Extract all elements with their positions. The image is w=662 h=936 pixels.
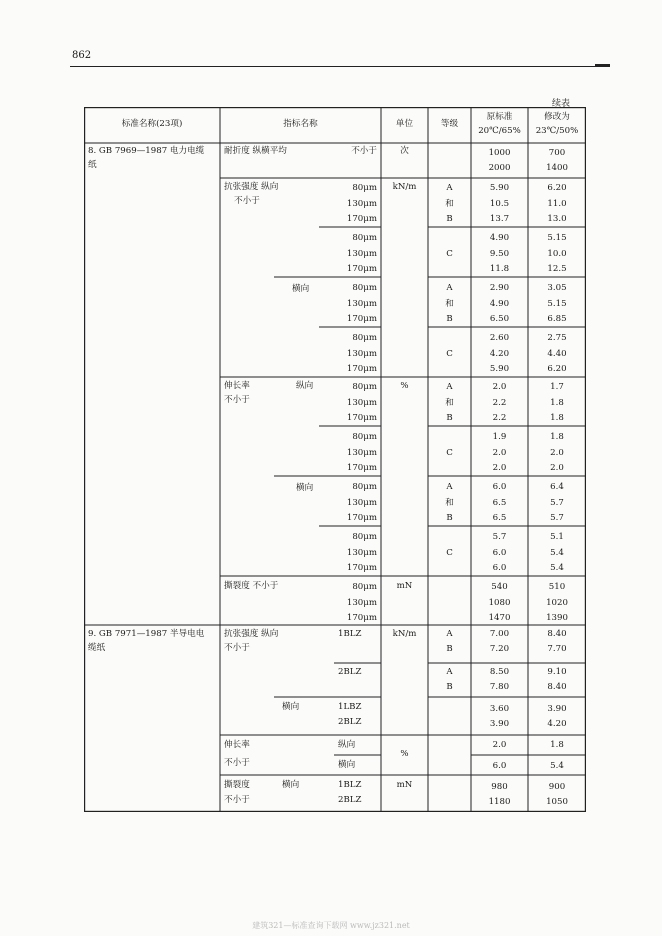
original-value: 2.0 [492,447,507,458]
footer-watermark: 建筑321—标准查询下载网 www.jz321.net [252,921,410,930]
modified-value: 4.40 [547,348,567,359]
modified-value: 11.0 [547,198,567,209]
thickness-label: 80μm [352,582,377,592]
s8-fold-orig-1: 1000 [488,148,511,158]
s8-tear-unit: mN [396,581,413,591]
s8-fold-unit: 次 [400,146,409,156]
s8-tensile-label: 抗张强度 纵向 [224,182,279,192]
s8-name-1: 8. GB 7969—1987 电力电缆 [88,146,205,156]
thickness-label: 130μm [346,597,377,608]
modified-value: 12.5 [547,264,567,274]
original-value: 2.60 [489,333,510,343]
s8-elong-label: 伸长率 [224,381,250,391]
thickness-label: 80μm [352,233,377,243]
s9-tear-label: 撕裂度 [224,780,250,790]
thickness-label: 80μm [352,432,377,442]
grade-b: B [446,513,453,523]
s9-grade-b2: B [446,682,453,692]
thickness-label: 170μm [346,413,377,423]
original-value: 11.8 [489,264,510,274]
thickness-label: 130μm [346,298,377,309]
grade-c: C [446,348,453,359]
original-value: 2.0 [492,382,507,392]
s8-fold-min: 不小于 [351,146,377,156]
thickness-label: 170μm [346,314,377,324]
s9-elong-trans: 横向 [338,760,356,770]
original-value: 2.90 [489,283,510,293]
modified-value: 13.0 [547,214,567,224]
s9-grade-a1: A [446,629,453,639]
modified-value: 2.0 [550,463,564,473]
grade-c: C [446,547,453,558]
s8-tensile-transverse: 横向 [292,284,310,294]
grade-and: 和 [445,198,454,209]
grade-and: 和 [445,397,454,408]
s9-elong-mod-2: 5.4 [550,761,564,771]
s9-long1-orig-1: 7.00 [489,629,510,639]
original-value: 2.2 [492,397,507,408]
thickness-label: 170μm [346,264,377,274]
s9-long1-mod-1: 8.40 [547,629,567,639]
modified-value: 2.75 [547,333,567,343]
grade-b: B [446,413,453,423]
original-value: 6.0 [492,563,507,573]
grade-b: B [446,214,453,224]
thickness-label: 80μm [352,382,377,392]
original-value: 10.5 [489,198,510,209]
thickness-label: 80μm [352,482,377,492]
modified-value: 10.0 [547,248,567,259]
original-value: 6.5 [492,513,507,523]
s8-name-2: 纸 [88,160,97,170]
header-mod-2: 23℃/50% [535,126,579,136]
s9-transverse: 横向 [282,702,300,712]
header-std-name: 标准名称(23项) [121,119,183,129]
original-value: 2.2 [492,413,507,423]
page-number: 862 [72,50,92,61]
grade-a: A [446,482,453,492]
s9-long2-orig-1: 8.50 [489,667,510,677]
original-value: 5.90 [489,183,510,193]
modified-value: 5.4 [550,563,564,573]
s9-tensile-unit: kN/m [392,629,417,639]
modified-value: 6.20 [547,183,567,193]
original-value: 9.50 [489,248,510,259]
thickness-label: 130μm [346,248,377,259]
modified-value: 5.1 [550,532,564,542]
s9-trans-mod-1: 3.90 [547,704,567,714]
s9-1lbz: 1LBZ [338,702,362,712]
s9-2blz-b: 2BLZ [338,717,362,727]
thickness-label: 80μm [352,532,377,542]
s8-fold-orig-2: 2000 [488,163,511,173]
original-value: 1.9 [492,432,507,442]
modified-value: 3.05 [547,283,567,293]
s9-1blz-a: 1BLZ [338,629,362,639]
thickness-label: 170μm [346,563,377,573]
continued-label: 续表 [552,99,571,109]
s9-elong-min: 不小于 [224,758,250,768]
thickness-label: 80μm [352,183,377,193]
modified-value: 1.8 [550,413,564,423]
thickness-label: 130μm [346,447,377,458]
original-value: 1080 [488,597,511,608]
s9-trans-orig-2: 3.90 [489,719,510,729]
thickness-label: 80μm [352,333,377,343]
s9-tensile-min: 不小于 [224,643,250,653]
grade-b: B [446,314,453,324]
grade-a: A [446,183,453,193]
s9-grade-b1: B [446,644,453,654]
header-orig-2: 20℃/65% [478,126,521,136]
s9-elong-long: 纵向 [338,740,356,750]
grade-and: 和 [445,497,454,508]
s9-2blz-a: 2BLZ [338,667,362,677]
s8-fold-mod-1: 700 [548,148,566,158]
standards-table [84,107,586,812]
s9-tear-orig-2: 1180 [488,797,511,807]
s9-elong-orig-1: 2.0 [492,740,507,750]
s9-tear-mod-1: 900 [548,782,566,792]
original-value: 540 [491,582,508,592]
s9-long1-mod-2: 7.70 [547,644,567,654]
s9-grade-a2: A [446,667,453,677]
s8-elong-min: 不小于 [224,395,250,405]
s9-tear-trans: 横向 [282,780,300,790]
original-value: 13.7 [489,214,510,224]
s9-tensile-label: 抗张强度 纵向 [224,629,279,639]
header-rule [70,66,604,67]
s8-elong-unit: % [400,381,409,391]
thickness-label: 130μm [346,348,377,359]
thickness-label: 170μm [346,513,377,523]
grade-c: C [446,447,453,458]
original-value: 6.0 [492,547,507,558]
grade-a: A [446,283,453,293]
s9-tear-mod-2: 1050 [546,797,568,807]
s9-tear-unit: mN [396,780,413,790]
s8-elong-longitudinal: 纵向 [296,381,314,391]
grade-a: A [446,382,453,392]
s9-tear-min: 不小于 [224,795,250,805]
header-indicator: 指标名称 [283,119,318,129]
header-rule-tick [595,64,610,67]
s8-tensile-min: 不小于 [234,196,260,206]
s9-name-2: 缆纸 [88,643,106,653]
thickness-label: 170μm [346,214,377,224]
s9-elong-label: 伸长率 [224,740,250,750]
modified-value: 6.85 [547,314,567,324]
modified-value: 1.8 [550,432,564,442]
thickness-label: 80μm [352,283,377,293]
s9-tear-2blz: 2BLZ [338,795,362,805]
modified-value: 2.0 [550,447,564,458]
original-value: 4.90 [489,298,510,309]
thickness-label: 170μm [346,364,377,374]
header-orig-1: 原标准 [486,112,513,122]
s8-fold-mod-2: 1400 [546,163,568,173]
s8-tensile-unit: kN/m [392,182,417,192]
s9-elong-unit: % [400,749,409,759]
header-grade: 等级 [440,119,459,129]
s9-name-1: 9. GB 7971—1987 半导电电 [88,629,205,639]
original-value: 4.90 [489,233,510,243]
original-value: 5.90 [489,364,510,374]
thickness-label: 130μm [346,397,377,408]
original-value: 6.50 [489,314,510,324]
original-value: 6.0 [492,482,507,492]
grade-c: C [446,248,453,259]
modified-value: 1390 [546,613,568,623]
s8-fold-label: 耐折度 纵横平均 [224,146,287,156]
modified-value: 6.20 [547,364,567,374]
thickness-label: 170μm [346,463,377,473]
thickness-label: 170μm [346,613,377,623]
s9-elong-orig-2: 6.0 [492,761,507,771]
modified-value: 6.4 [550,482,564,492]
thickness-label: 130μm [346,547,377,558]
modified-value: 5.7 [550,497,564,508]
s9-elong-mod-1: 1.8 [550,740,564,750]
s9-long1-orig-2: 7.20 [489,644,510,654]
original-value: 1470 [488,613,511,623]
s9-long2-mod-1: 9.10 [547,667,567,677]
grade-and: 和 [445,298,454,309]
s8-tear-label: 撕裂度 不小于 [224,581,279,591]
header-mod-1: 修改为 [544,112,570,122]
original-value: 6.5 [492,497,507,508]
modified-value: 5.15 [547,298,567,309]
thickness-label: 130μm [346,497,377,508]
modified-value: 1020 [546,597,568,608]
s9-trans-orig-1: 3.60 [489,704,510,714]
s9-long2-mod-2: 8.40 [547,682,567,692]
s9-trans-mod-2: 4.20 [547,719,567,729]
modified-value: 5.15 [547,233,567,243]
modified-value: 5.4 [550,547,564,558]
original-value: 4.20 [489,348,510,359]
header-unit: 单位 [395,119,414,129]
modified-value: 1.7 [550,382,564,392]
s9-tear-orig-1: 980 [491,782,508,792]
s9-long2-orig-2: 7.80 [489,682,510,692]
s9-tear-1blz: 1BLZ [338,780,362,790]
modified-value: 5.7 [550,513,564,523]
original-value: 5.7 [492,532,507,542]
modified-value: 510 [548,582,566,592]
thickness-label: 130μm [346,198,377,209]
original-value: 2.0 [492,463,507,473]
modified-value: 1.8 [550,397,564,408]
s8-elong-transverse: 横向 [296,483,314,493]
